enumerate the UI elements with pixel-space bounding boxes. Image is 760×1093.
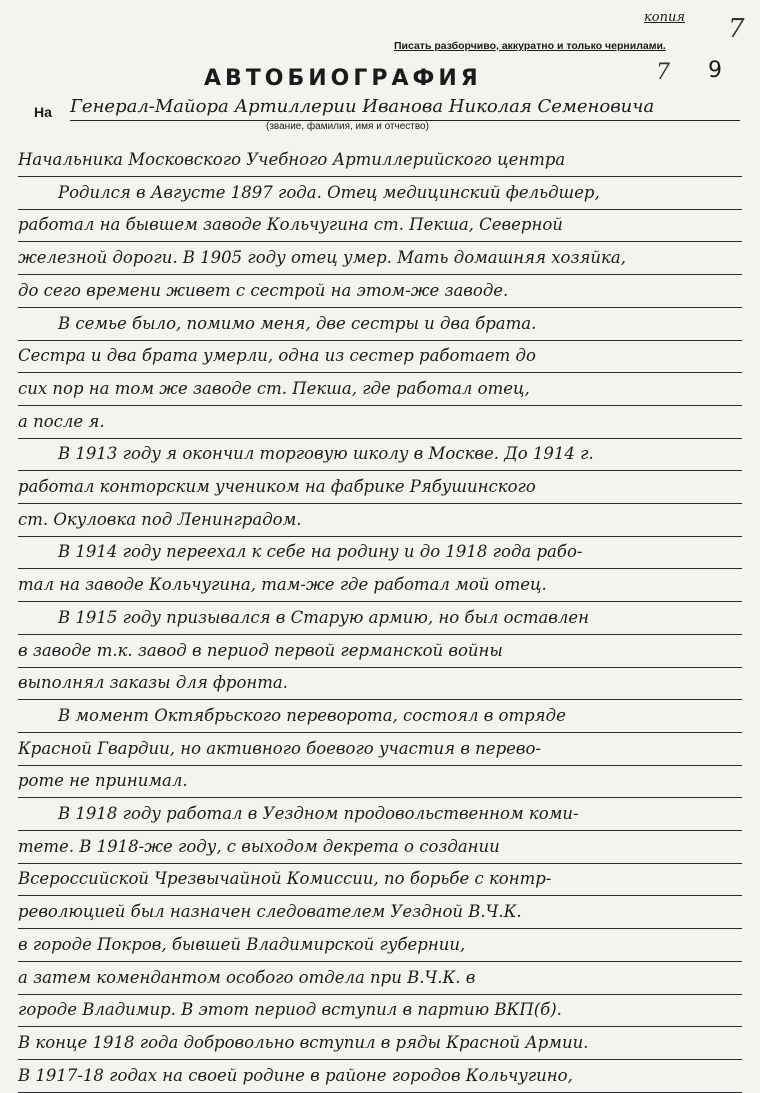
body-line: работал конторским учеником на фабрике Рябушинского	[18, 473, 742, 504]
body-line: а затем комендантом особого отдела при В.Ч.К. в	[18, 964, 742, 995]
name-field-caption: (звание, фамилия, имя и отчество)	[266, 121, 429, 132]
body-line: В момент Октябрьского переворота, состоял в отряде	[18, 702, 742, 733]
form-instruction: Писать разборчиво, аккуратно и только чернилами.	[394, 40, 666, 52]
copy-note: копия	[644, 10, 685, 25]
document-title: АВТОБИОГРАФИЯ	[204, 66, 482, 91]
body-line: до сего времени живет с сестрой на этом-же заводе.	[18, 277, 742, 308]
rank-name-field: Генерал-Майора Артиллерии Иванова Николая Семеновича	[70, 96, 740, 121]
body-line: В 1915 году призывался в Старую армию, но был оставлен	[18, 604, 742, 635]
body-line: В семье было, помимо меня, две сестры и два брата.	[18, 310, 742, 341]
body-line: В 1917-18 годах на своей родине в районе городов Кольчугино,	[18, 1062, 742, 1093]
body-line: тете. В 1918-же году, с выходом декрета о создании	[18, 833, 742, 864]
body-line: ст. Окуловка под Ленинградом.	[18, 506, 742, 537]
body-line: В конце 1918 года добровольно вступил в ряды Красной Армии.	[18, 1029, 742, 1060]
body-line: сих пор на том же заводе ст. Пекша, где работал отец,	[18, 375, 742, 406]
body-line: В 1918 году работал в Уездном продовольственном коми-	[18, 800, 742, 831]
body-line: в заводе т.к. завод в период первой германской войны	[18, 637, 742, 668]
body-line: Начальника Московского Учебного Артиллерийского центра	[18, 146, 742, 177]
body-line: городе Владимир. В этот период вступил в партию ВКП(б).	[18, 996, 742, 1027]
body-line: железной дороги. В 1905 году отец умер. Мать домашняя хозяйка,	[18, 244, 742, 275]
handwritten-page-mark: 7	[656, 60, 670, 85]
na-label: На	[34, 104, 52, 120]
body-line: в городе Покров, бывшей Владимирской губернии,	[18, 931, 742, 962]
body-line: Всероссийской Чрезвычайной Комиссии, по борьбе с контр-	[18, 865, 742, 896]
page-number: 9	[708, 58, 722, 83]
corner-mark: 7	[728, 14, 745, 44]
body-line: тал на заводе Кольчугина, там-же где работал мой отец.	[18, 571, 742, 602]
body-line: а после я.	[18, 408, 742, 439]
body-line: роте не принимал.	[18, 767, 742, 798]
body-line: В 1914 году переехал к себе на родину и до 1918 года рабо-	[18, 538, 742, 569]
body-line: В 1913 году я окончил торговую школу в Москве. До 1914 г.	[18, 440, 742, 471]
body-line: Родился в Августе 1897 года. Отец медицинский фельдшер,	[18, 179, 742, 210]
body-line: выполнял заказы для фронта.	[18, 669, 742, 700]
body-line: Сестра и два брата умерли, одна из сестер работает до	[18, 342, 742, 373]
body-line: революцией был назначен следователем Уездной В.Ч.К.	[18, 898, 742, 929]
body-line: работал на бывшем заводе Кольчугина ст. Пекша, Северной	[18, 211, 742, 242]
body-line: Красной Гвардии, но активного боевого участия в перево-	[18, 735, 742, 766]
